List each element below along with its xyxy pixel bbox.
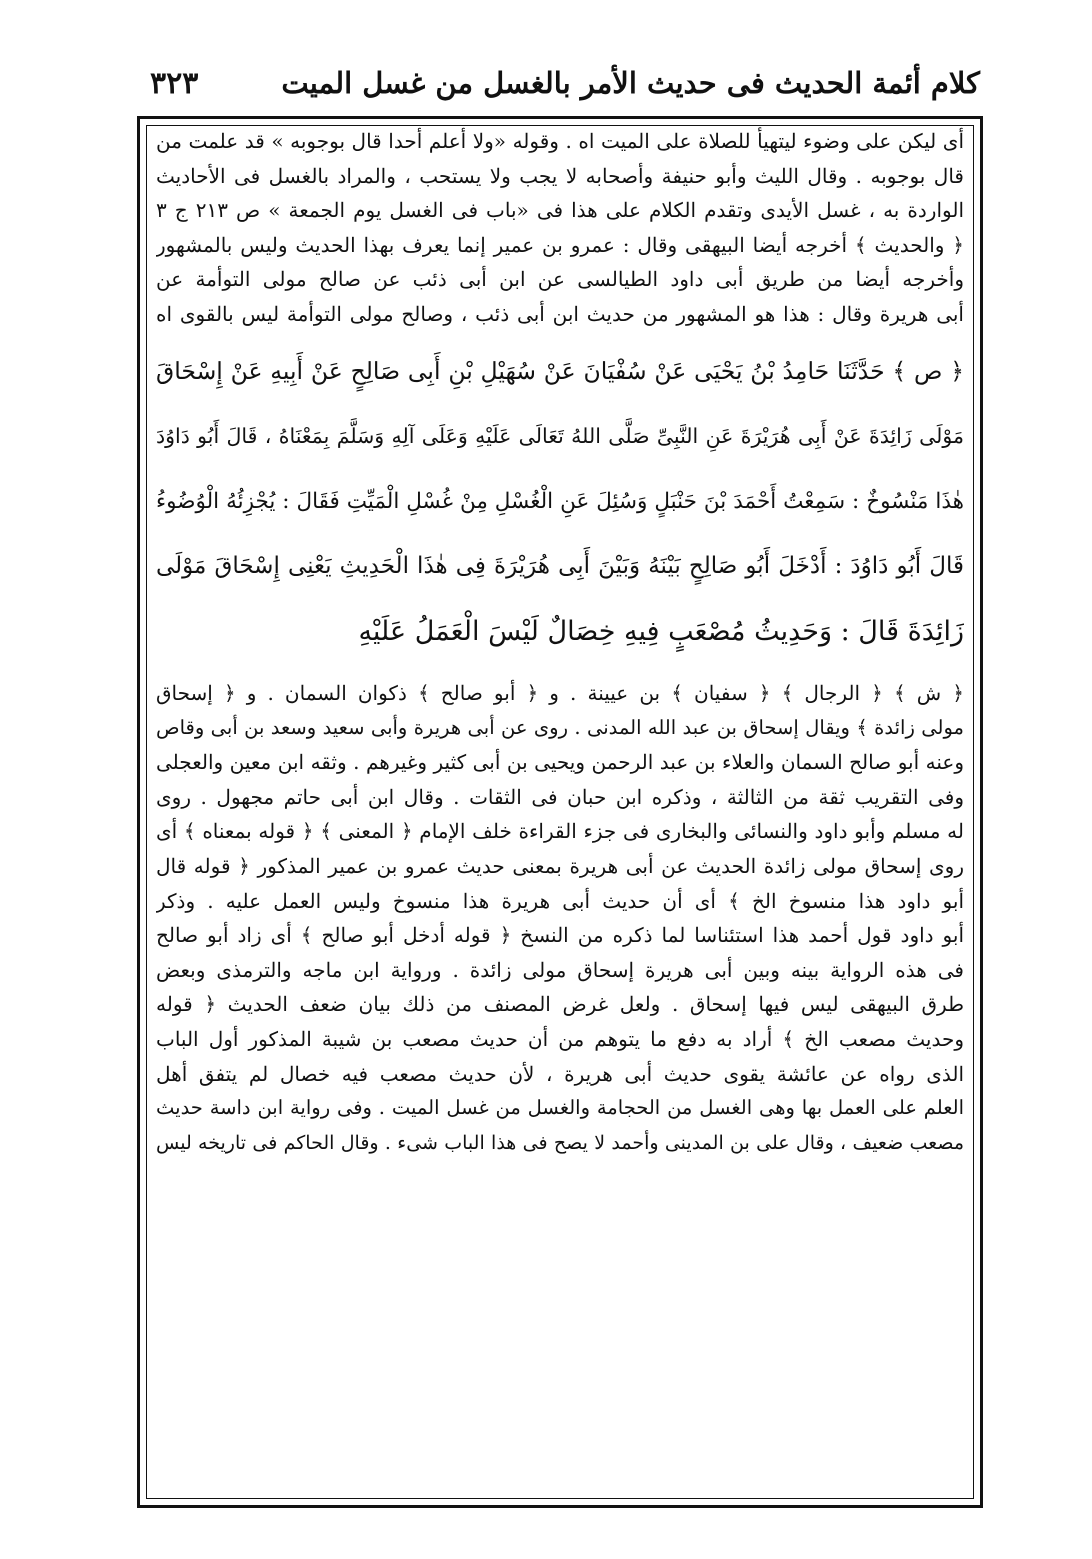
- text-line: أبى هريرة وقال : هذا هو المشهور من حديث ابن أبى ذئب ، وصالح مولى التوأمة ليس بالقوى اه: [156, 301, 964, 326]
- hadith-line: هٰذَا مَنْسُوخٌ : سَمِعْتُ أَحْمَدَ بْنَ حَنْبَلٍ وَسُئِلَ عَنِ الْغُسْلِ مِنْ غُسْلِ الْمَيِّتِ فَقَالَ : يُجْزِئُهُ الْوُضُوءُ: [156, 489, 964, 514]
- text-line: العلم على العمل بها وهى الغسل من الحجامة والغسل من غسل الميت . وفى رواية ابن داسة حديث: [156, 1096, 964, 1120]
- text-line: مصعب ضعيف ، وقال على بن المدينى وأحمد لا يصح فى هذا الباب شىء . وقال الحاكم فى تاريخه ليس: [156, 1131, 964, 1154]
- hadith-line: ﴿ ص ﴾ حَدَّثَنَا حَامِدُ بْنُ يَحْيَى عَنْ سُفْيَانَ عَنْ سُهَيْلِ بْنِ أَبِى صَالِحٍ عَنْ أَبِيهِ عَنْ إِسْحَاقَ: [156, 357, 964, 385]
- text-line: ﴿ ش ﴾ ﴿ الرجال ﴾ ﴿ سفيان ﴾ بن عيينة . و ﴿ أبو صالح ﴾ ذكوان السمان . و ﴿ إسحاق: [156, 681, 964, 705]
- text-line: الذى رواه عن عائشة يقوى حديث أبى هريرة ، لأن حديث مصعب فيه خصال لم يتفق أهل: [156, 1061, 964, 1086]
- text-line: وعنه أبو صالح السمان والعلاء بن عبد الرحمن ويحيى بن أبى كثير وغيرهم . وثقه ابن معين والعجلى: [156, 750, 964, 775]
- page-title: كلام أئمة الحديث فى حديث الأمر بالغسل من غسل الميت: [281, 66, 980, 100]
- text-line: قال بوجوبه . وقال الليث وأبو حنيفة وأصحابه لا يجب ولا يستحب ، والمراد بالغسل فى الأحاديث: [156, 163, 964, 188]
- text-line: وأخرجه أيضا من طريق أبى داود الطيالسى عن ابن أبى ذئب عن صالح مولى التوأمة عن: [156, 267, 964, 291]
- text-line: فى هذه الرواية بينه وبين أبى هريرة إسحاق مولى زائدة . ورواية ابن ماجه والترمذى وبعض: [156, 957, 964, 982]
- text-line: روى إسحاق مولى زائدة الحديث عن أبى هريرة بمعنى حديث عمرو بن عمير المذكور ﴿ قوله قال: [156, 853, 964, 878]
- page-header: [150, 58, 980, 108]
- text-line: وفى التقريب ثقة من الثالثة ، وذكره ابن حبان فى الثقات . وقال ابن أبى حاتم مجهول . روى: [156, 784, 964, 809]
- hadith-line: زَائِدَةَ قَالَ : وَحَدِيثُ مُصْعَبٍ فِيهِ خِصَالٌ لَيْسَ الْعَمَلُ عَلَيْهِ: [358, 616, 964, 647]
- text-line: أبو داود قول أحمد هذا استئناسا لما ذكره من النسخ ﴿ قوله أدخل أبو صالح ﴾ أى زاد أبو صالح: [156, 923, 964, 948]
- hadith-line: مَوْلَى زَائِدَةَ عَنْ أَبِى هُرَيْرَةَ عَنِ النَّبِىِّ صَلَّى اللهُ تَعَالَى عَلَيْهِ وَعَلَى آلِهِ وَسَلَّمَ بِمَعْنَاهُ ، قَالَ أَبُو دَاوُدَ: [156, 424, 964, 448]
- text-line: الواردة به ، غسل الأيدى وتقدم الكلام على هذا فى «باب فى الغسل يوم الجمعة » ص ٢١٣ ج ٣: [156, 198, 964, 222]
- text-line: أبو داود هذا منسوخ الخ ﴾ أى أن حديث أبى هريرة هذا منسوخ وليس العمل عليه . وذكر: [156, 888, 964, 913]
- text-line: ﴿ والحديث ﴾ أخرجه أيضا البيهقى وقال : عمرو بن عمير إنما يعرف بهذا الحديث وليس بالمشهور: [156, 232, 964, 257]
- page-number: ٣٢٣: [150, 65, 199, 101]
- commentary-top: [156, 124, 964, 331]
- commentary-bottom: [156, 676, 964, 1160]
- text-line: مولى زائدة ﴾ ويقال إسحاق بن عبد الله المدنى . روى عن أبى هريرة وأبى سعيد وسعد بن أبى وقاص: [156, 715, 964, 739]
- text-line: طرق البيهقى ليس فيها إسحاق . ولعل غرض المصنف من ذلك بيان ضعف الحديث ﴿ قوله: [156, 992, 964, 1017]
- hadith-line: قَالَ أَبُو دَاوُدَ : أَدْخَلَ أَبُو صَالِحٍ بَيْنَهُ وَبَيْنَ أَبِى هُرَيْرَةَ فِى هٰذَا الْحَدِيثِ يَعْنِى إِسْحَاقَ مَوْلَى: [156, 553, 964, 579]
- hadith-text: [156, 339, 964, 664]
- text-line: له مسلم وأبو داود والنسائى والبخارى فى جزء القراءة خلف الإمام ﴿ المعنى ﴾ ﴿ قوله بمعناه ﴾ أى: [156, 819, 964, 844]
- text-line: أى ليكن على وضوء ليتهيأ للصلاة على الميت اه . وقوله «ولا أعلم أحدا قال بوجوبه » قد علمت من: [156, 129, 964, 153]
- text-line: وحديث مصعب الخ ﴾ أراد به دفع ما يتوهم من أن حديث مصعب بن شيبة المذكور أول الباب: [156, 1026, 964, 1051]
- page-body: [156, 124, 964, 1494]
